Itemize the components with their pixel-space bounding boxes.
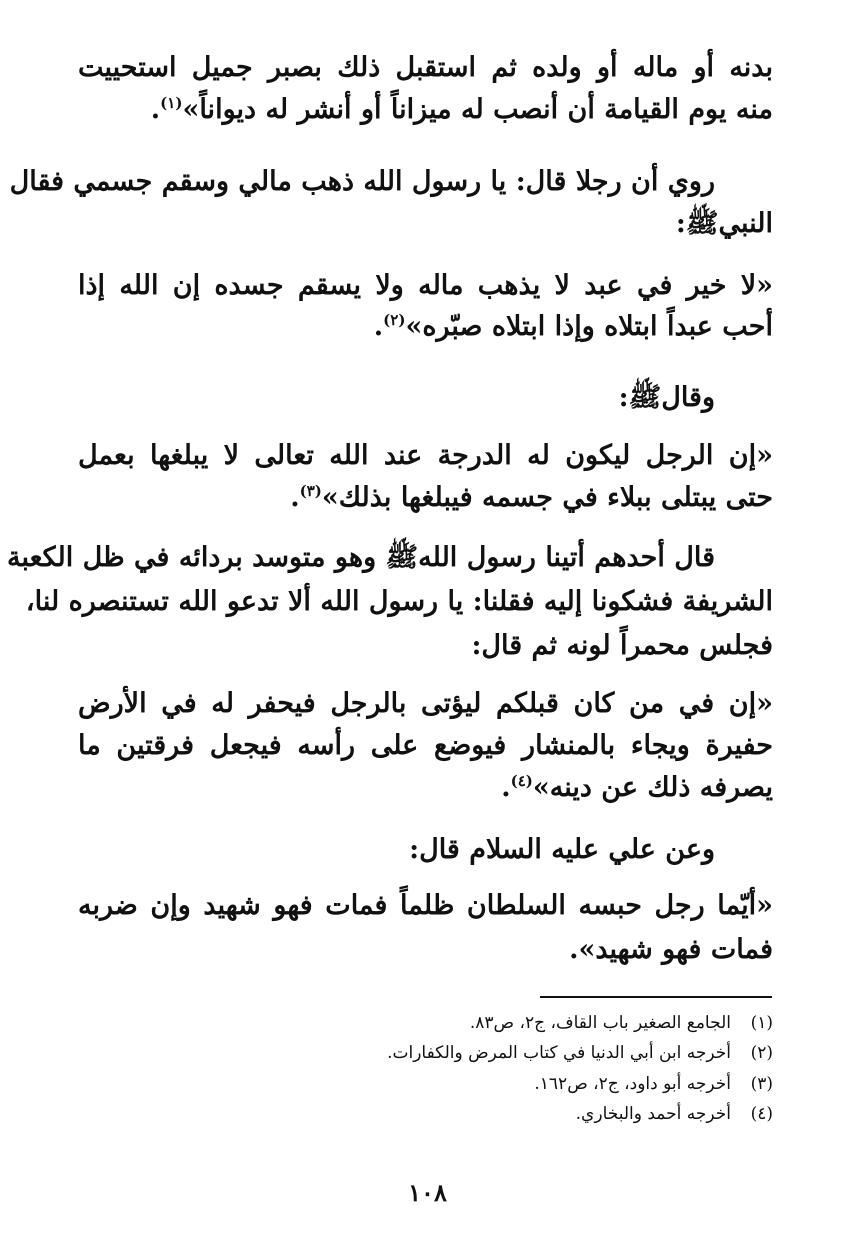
footnote-number: (٣) — [750, 1074, 773, 1094]
footnote-text: أخرجه ابن أبي الدنيا في كتاب المرض والكفارات. — [387, 1043, 731, 1063]
footnote-ref: (٢) — [383, 311, 406, 329]
quote-line — [78, 886, 773, 926]
page-number: ١٠٨ — [408, 1178, 447, 1207]
text-span: الشريفة فشكونا إليه فقلنا: يا رسول الله ألا تدعو الله تستنصره لنا، — [25, 586, 773, 617]
quote-line — [78, 930, 773, 970]
text-span: بدنه أو ماله أو ولده ثم استقبل ذلك بصبر جميل استحييت — [78, 52, 773, 83]
footnote — [78, 1010, 773, 1036]
text-span: حتى يبتلى ببلاء في جسمه فيبلغها بذلك» — [321, 482, 773, 513]
text-span: فجلس محمراً لونه ثم قال: — [471, 630, 773, 661]
footnote-ref: (١) — [160, 94, 183, 112]
quote-line — [78, 436, 773, 476]
quote-line — [78, 768, 773, 808]
paragraph-line — [78, 204, 773, 244]
paragraph-line — [25, 582, 773, 622]
text-span: فمات فهو شهيد». — [569, 934, 773, 965]
footnote-text: أخرجه أبو داود، ج٢، ص١٦٢. — [534, 1074, 731, 1094]
quote-line — [78, 478, 773, 518]
text-span: وقالﷺ: — [618, 382, 715, 413]
footnote-number: (٢) — [750, 1043, 773, 1063]
footnote — [78, 1101, 773, 1127]
text-span: «أيّما رجل حبسه السلطان ظلماً فمات فهو شهيد وإن ضربه — [78, 890, 773, 921]
text-span: «لا خير في عبد لا يذهب ماله ولا يسقم جسده إن الله إذا — [78, 270, 773, 301]
text-span: . — [290, 482, 300, 513]
text-span: . — [150, 94, 161, 125]
text-span: وعن علي عليه السلام قال: — [409, 834, 715, 865]
text-span: حفيرة ويجاء بالمنشار فيوضع على رأسه فيجعل فرقتين ما — [78, 730, 773, 761]
footnote-text: الجامع الصغير باب القاف، ج٢، ص٨٣. — [469, 1013, 731, 1033]
paragraph-line — [78, 48, 773, 88]
text-span: «إن الرجل ليكون له الدرجة عند الله تعالى لا يبلغها بعمل — [78, 440, 773, 471]
quote-line — [78, 307, 773, 347]
quote-line — [78, 726, 773, 766]
text-span: يصرفه ذلك عن دينه» — [532, 772, 773, 803]
footnote-number: (٤) — [750, 1104, 773, 1124]
footnote — [78, 1071, 773, 1097]
text-span: النبيﷺ: — [675, 208, 773, 239]
paragraph-line — [7, 538, 715, 578]
text-span: قال أحدهم أتينا رسول اللهﷺ وهو متوسد بردائه في ظل الكعبة — [7, 542, 715, 573]
footnote-ref: (٣) — [299, 482, 322, 500]
paragraph-line — [9, 162, 715, 202]
quote-line — [78, 684, 773, 724]
text-span: «إن في من كان قبلكم ليؤتى بالرجل فيحفر له في الأرض — [78, 688, 773, 719]
paragraph-line — [78, 626, 773, 666]
footnote-separator — [540, 996, 772, 998]
paragraph-line — [80, 830, 715, 870]
footnote-number: (١) — [750, 1013, 773, 1033]
text-span: . — [373, 311, 384, 342]
footnote — [78, 1040, 773, 1066]
text-span: أحب عبداً ابتلاه وإذا ابتلاه صبّره» — [405, 311, 773, 342]
text-span: روي أن رجلا قال: يا رسول الله ذهب مالي وسقم جسمي فقال — [9, 166, 715, 197]
footnote-ref: (٤) — [510, 772, 533, 790]
footnote-text: أخرجه أحمد والبخاري. — [575, 1104, 731, 1124]
text-span: منه يوم القيامة أن أنصب له ميزاناً أو أنشر له ديواناً» — [182, 94, 773, 125]
quote-line — [78, 266, 773, 306]
text-span: . — [501, 772, 511, 803]
paragraph-line — [80, 378, 715, 418]
paragraph-line — [78, 90, 773, 130]
